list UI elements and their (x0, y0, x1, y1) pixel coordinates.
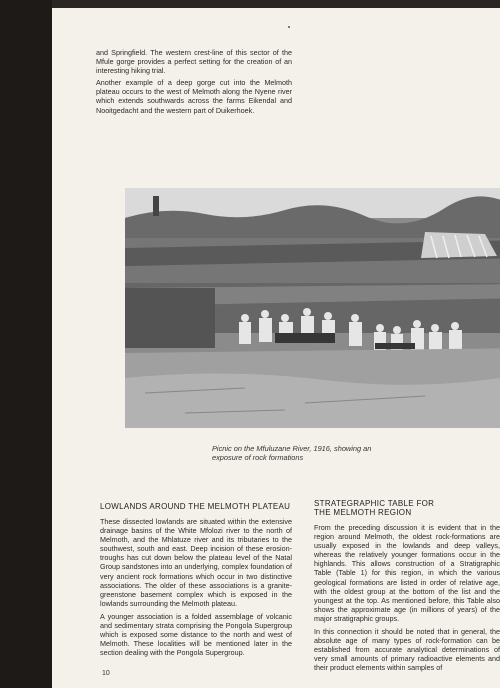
book-page (52, 8, 500, 688)
page-mark (288, 26, 290, 28)
stratigraphic-section (314, 499, 500, 677)
top-paragraph-1: and Springfield. The western crest-line of this sector of the Mfule gorge provides a perfect setting for the creation of an interesting hiking trial. (96, 48, 292, 76)
stratigraphic-heading (314, 499, 500, 517)
photo-caption (212, 444, 452, 462)
book-spine-shadow (0, 0, 52, 688)
lowlands-section (100, 502, 292, 661)
caption-line-2: exposure of rock formations (212, 453, 304, 463)
top-text-block (96, 48, 292, 118)
stratigraphic-heading-line-2: THE MELMOTH REGION (314, 508, 412, 517)
lowlands-heading: LOWLANDS AROUND THE MELMOTH PLATEAU (100, 502, 291, 511)
stratigraphic-paragraph-2: In this connection it should be noted that in general, the absolute age of many types of rock-formation can be established from accurate analytical determinations of very small amounts of primary radioactive elements and their product elements within samples of (314, 627, 500, 673)
caption-line-1: Picnic on the Mfuluzane River, 1916, showing an (212, 444, 372, 453)
lowlands-paragraph-2: A younger association is a folded assemblage of volcanic and sedimentary strata comprising the Pongola Supergroup which is exposed some distance to the north and west of Melmoth. These localities will be mentioned later in the section dealing with the Pongola Supergroup. (100, 611, 292, 658)
lowlands-paragraph-1: These dissected lowlands are situated within the extensive drainage basins of the White Mfolozi river to the north of Melmoth, and the Mhlatuze river and its tributaries to the southwest, south and east. Deep incision of these erosion-troughs has cut down below the plateau level of the Natal Group sandstones into an underlying, complex foundation of very ancient rock formations which occur in two distinctive associations. The older of these associations is a granite-greenstone basement complex which is exposed in the lowlands surrounding the Melmoth plateau. (100, 517, 292, 608)
picnic-photograph (125, 188, 500, 428)
photo-image (125, 188, 500, 428)
page-number: 10 (102, 670, 110, 677)
stratigraphic-paragraph-1: From the preceding discussion it is evident that in the region around Melmoth, the oldest rock-formations are usually exposed in the lowlands and deep valleys, whereas the relatively younger formations occur in the highlands. This allows construction of a Stratigraphic Table (Table 1) for this region, in which the various geological formations are listed in order of relative age, with the oldest group at the bottom of the list and the youngest at the top. As mentioned before, this Table also shows the approximate age (in millions of years) of the major stratigraphic groups. (314, 523, 500, 623)
stratigraphic-heading-line-1: STRATEGRAPHIC TABLE FOR (314, 499, 435, 508)
top-paragraph-2: Another example of a deep gorge cut into the Melmoth plateau occurs to the west of Melmoth along the Nyene river which extends southwards across the farms Eikendal and Nooitgedacht and the western part of Duikerhoek. (96, 78, 292, 115)
